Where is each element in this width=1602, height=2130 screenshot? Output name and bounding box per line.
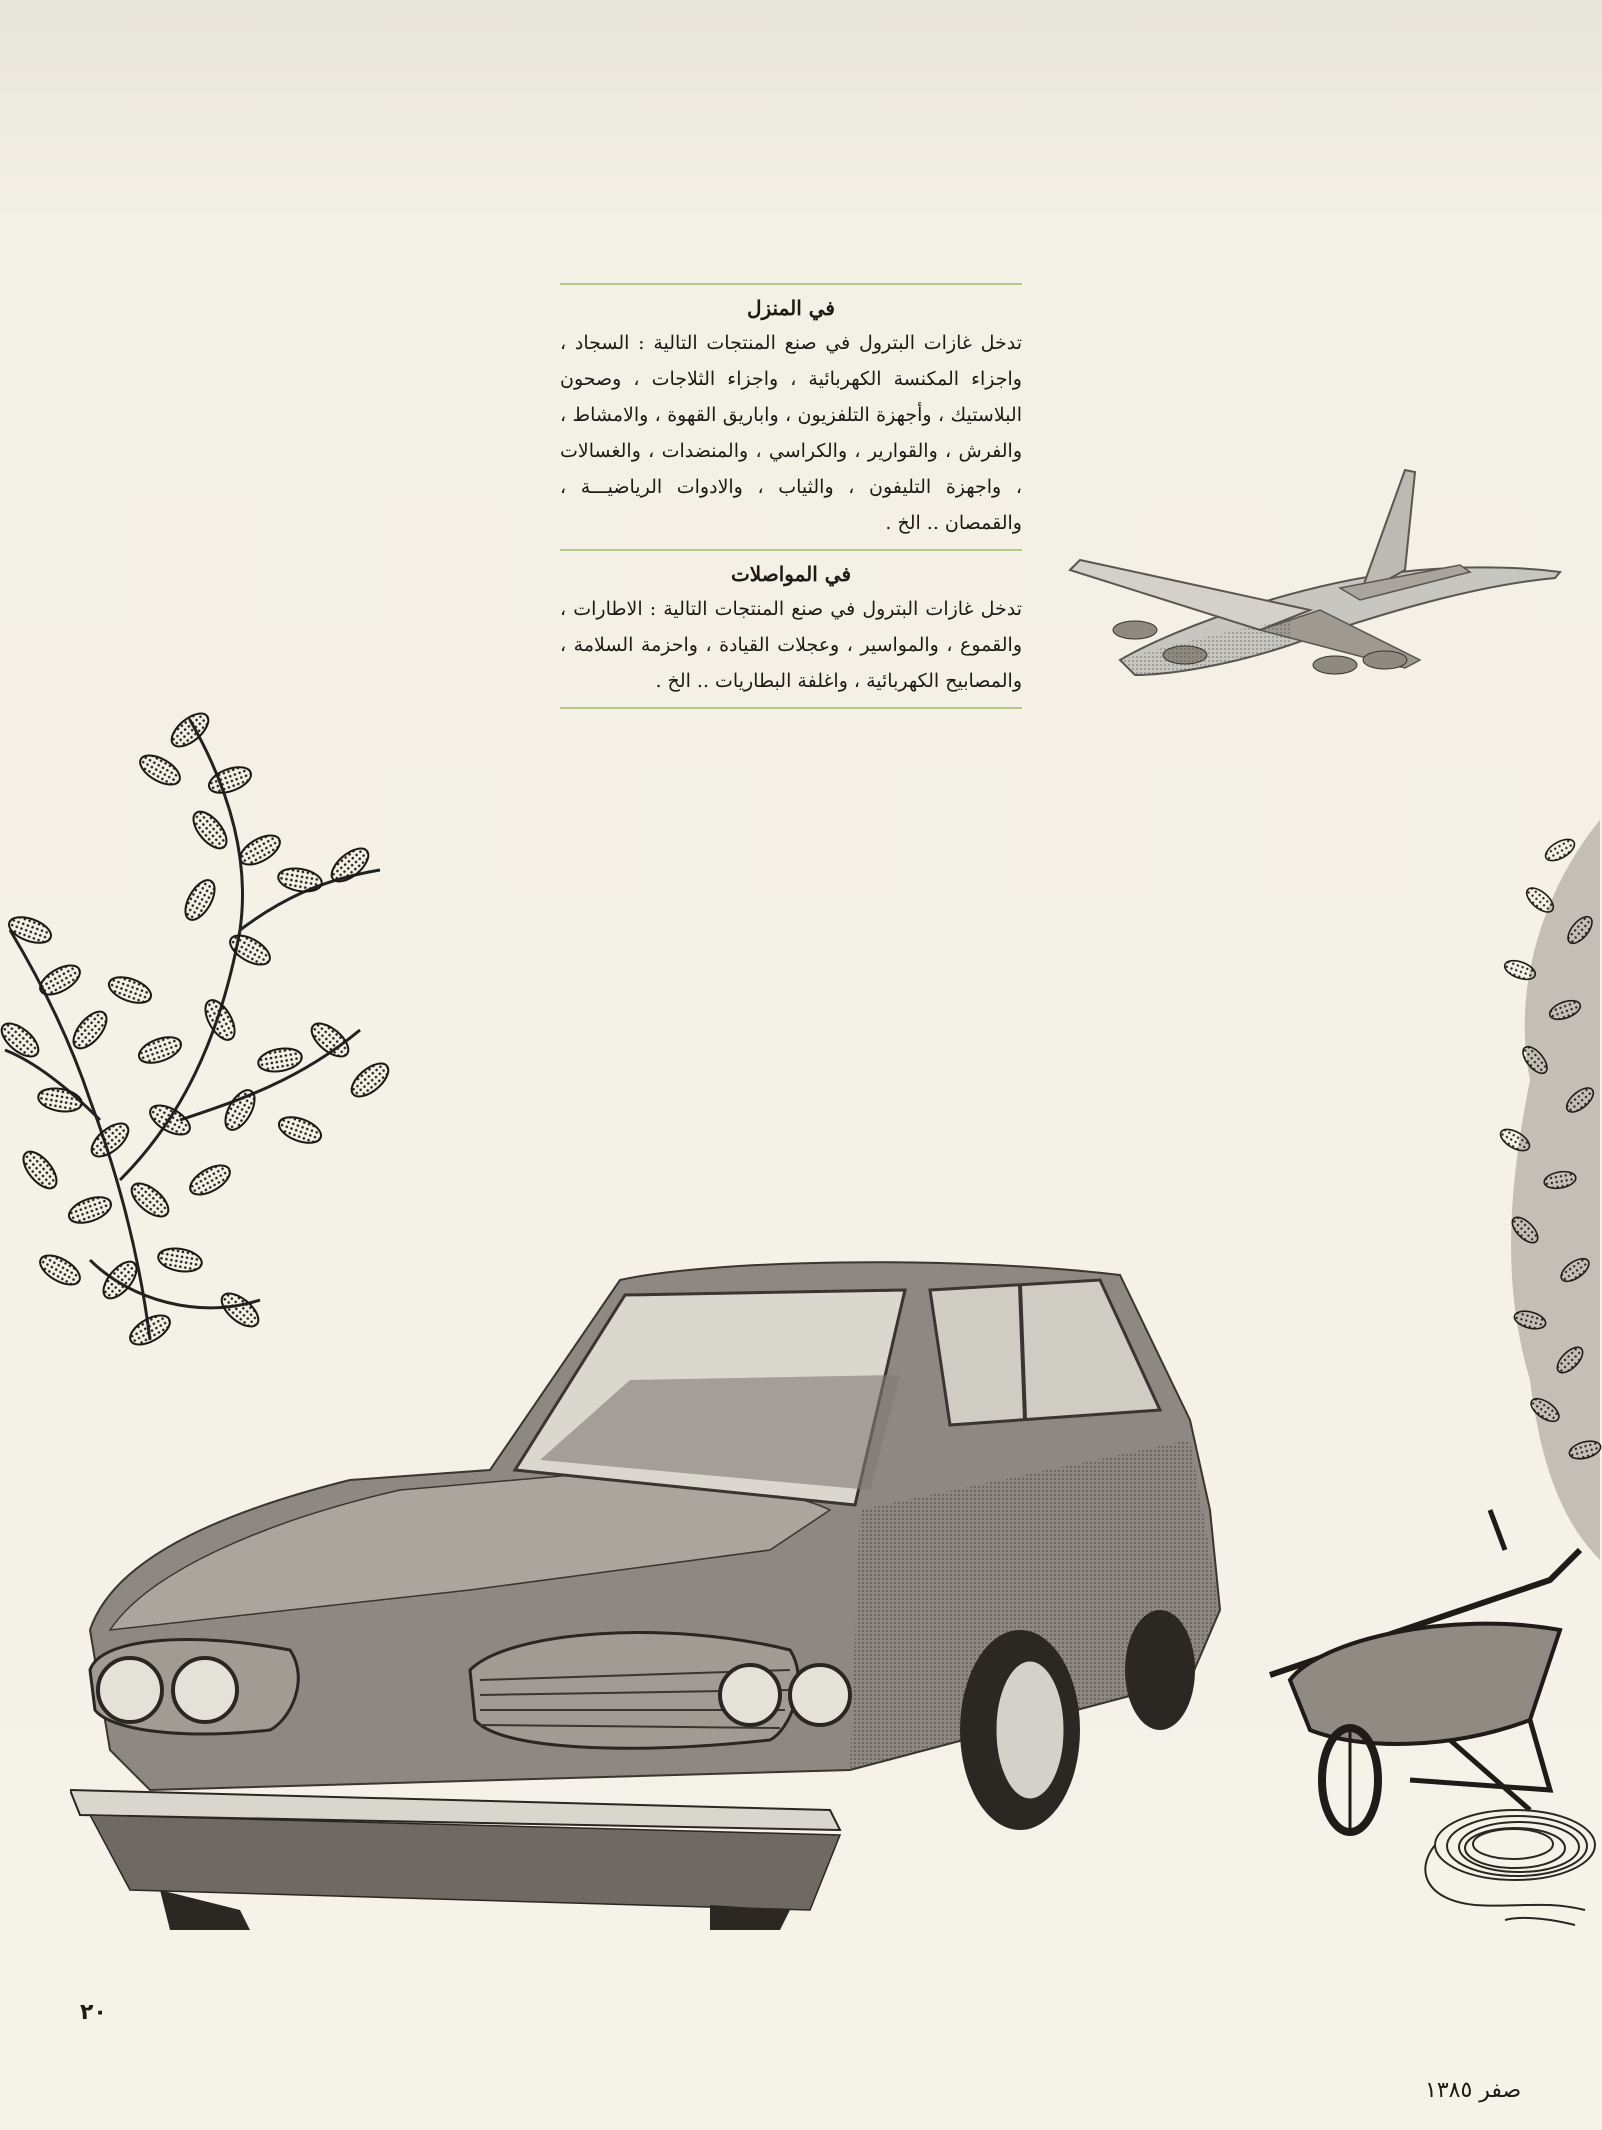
car-illustration xyxy=(70,1250,1310,1930)
section-heading: في المنزل xyxy=(746,296,835,320)
article-textbox xyxy=(560,283,1022,709)
section-home xyxy=(560,293,1022,541)
shrub-illustration xyxy=(1450,820,1602,1560)
airplane-illustration xyxy=(1060,460,1580,700)
top-divider xyxy=(560,283,1022,285)
middle-divider xyxy=(560,549,1022,551)
section-transport xyxy=(560,559,1022,699)
section-body: تدخل غازات البترول في صنع المنتجات التالية : السجاد ، واجزاء المكنسة الكهربائية ، واجزاء الثلاجات ، وصحون البلاستيك ، وأجهزة التلفزيون ، واباريق القهوة ، والامشاط ، والفرش ، والقوارير ، والكراسي ، والمنضدات ، والغسالات ، واجهزة التليفون ، والثياب ، والادوات الرياضيـــة ، والقمصان .. الخ . xyxy=(560,332,1022,534)
section-heading: في المواصلات xyxy=(730,562,852,586)
garden-hose-illustration xyxy=(1405,1780,1602,1940)
page-number: ٢٠ xyxy=(80,2000,107,2025)
bottom-divider xyxy=(560,707,1022,709)
section-body: تدخل غازات البترول في صنع المنتجات التالية : الاطارات ، والقموع ، والمواسير ، وعجلات القيادة ، واحزمة السلامة ، والمصابيح الكهربائية ، واغلفة البطاريات .. الخ . xyxy=(560,598,1022,692)
issue-date: صفر ١٣٨٥ xyxy=(1425,2078,1522,2103)
